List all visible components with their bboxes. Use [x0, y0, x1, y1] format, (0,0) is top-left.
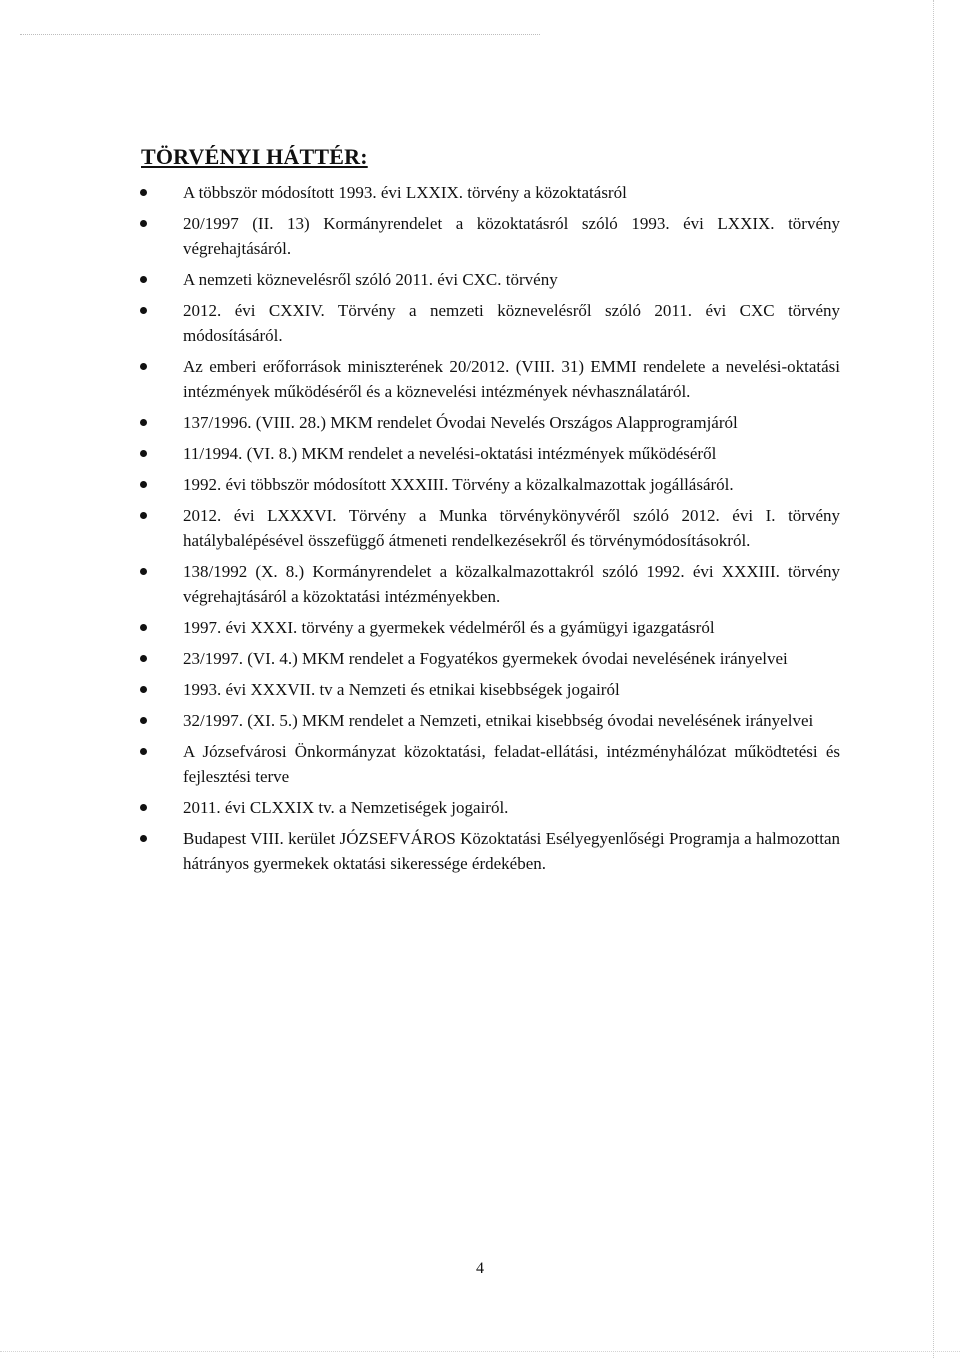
scan-edge-right — [933, 0, 934, 1358]
bullet-icon — [140, 568, 147, 575]
list-item-text: 32/1997. (XI. 5.) MKM rendelet a Nemzeti, etnikai kisebbség óvodai nevelésének irányelvei — [183, 711, 814, 730]
page-title: TÖRVÉNYI HÁTTÉR: — [141, 144, 368, 169]
bullet-icon — [140, 189, 147, 196]
list-item-text: 20/1997 (II. 13) Kormányrendelet a közoktatásról szóló 1993. évi LXXIX. törvény végrehajtásáról. — [183, 214, 840, 258]
list-item — [140, 615, 840, 640]
bullet-icon — [140, 450, 147, 457]
list-item — [140, 472, 840, 497]
list-item — [140, 646, 840, 671]
list-item — [140, 180, 840, 205]
bullet-icon — [140, 220, 147, 227]
legal-background-list — [140, 180, 840, 882]
scan-edge-bottom — [0, 1351, 960, 1352]
bullet-icon — [140, 717, 147, 724]
list-item-text: A Józsefvárosi Önkormányzat közoktatási, feladat-ellátási, intézményhálózat működtetési és fejlesztési terve — [183, 742, 840, 786]
bullet-icon — [140, 276, 147, 283]
bullet-icon — [140, 363, 147, 370]
list-item — [140, 441, 840, 466]
list-item-text: 2011. évi CLXXIX tv. a Nemzetiségek jogairól. — [183, 798, 509, 817]
list-item — [140, 795, 840, 820]
list-item-text: 23/1997. (VI. 4.) MKM rendelet a Fogyatékos gyermekek óvodai nevelésének irányelvei — [183, 649, 788, 668]
bullet-icon — [140, 835, 147, 842]
list-item-text: 11/1994. (VI. 8.) MKM rendelet a nevelési-oktatási intézmények működéséről — [183, 444, 717, 463]
list-item-text: A nemzeti köznevelésről szóló 2011. évi CXC. törvény — [183, 270, 558, 289]
list-item-text: 1992. évi többször módosított XXXIII. Törvény a közalkalmazottak jogállásáról. — [183, 475, 734, 494]
list-item-text: 137/1996. (VIII. 28.) MKM rendelet Óvodai Nevelés Országos Alapprogramjáról — [183, 413, 738, 432]
list-item-text: A többször módosított 1993. évi LXXIX. törvény a közoktatásról — [183, 183, 627, 202]
list-item-text: Budapest VIII. kerület JÓZSEFVÁROS Közoktatási Esélyegyenlőségi Programja a halmozottan hátrányos gyermekek oktatási sikeressége érdekében. — [183, 829, 840, 873]
bullet-icon — [140, 512, 147, 519]
bullet-icon — [140, 307, 147, 314]
list-item — [140, 267, 840, 292]
list-item — [140, 503, 840, 553]
list-item — [140, 559, 840, 609]
list-item — [140, 211, 840, 261]
list-item-text: 2012. évi CXXIV. Törvény a nemzeti köznevelésről szóló 2011. évi CXC törvény módosításáról. — [183, 301, 840, 345]
bullet-icon — [140, 748, 147, 755]
page-number: 4 — [476, 1260, 484, 1277]
list-item — [140, 677, 840, 702]
list-item — [140, 708, 840, 733]
list-item-text: Az emberi erőforrások miniszterének 20/2012. (VIII. 31) EMMI rendelete a nevelési-oktatási intézmények működéséről és a köznevelési intézmények névhasználatáról. — [183, 357, 840, 401]
bullet-icon — [140, 624, 147, 631]
list-item-text: 1997. évi XXXI. törvény a gyermekek védelméről és a gyámügyi igazgatásról — [183, 618, 715, 637]
scan-edge-top — [20, 34, 540, 35]
bullet-icon — [140, 655, 147, 662]
bullet-icon — [140, 419, 147, 426]
list-item-text: 2012. évi LXXXVI. Törvény a Munka törvénykönyvéről szóló 2012. évi I. törvény hatálybalépésével összefüggő átmeneti rendelkezésekről és törvénymódosításokról. — [183, 506, 840, 550]
list-item — [140, 298, 840, 348]
bullet-icon — [140, 804, 147, 811]
list-item-text: 138/1992 (X. 8.) Kormányrendelet a közalkalmazottakról szóló 1992. évi XXXIII. törvény végrehajtásáról a közoktatási intézményekben. — [183, 562, 840, 606]
list-item-text: 1993. évi XXXVII. tv a Nemzeti és etnikai kisebbségek jogairól — [183, 680, 620, 699]
list-item — [140, 354, 840, 404]
list-item — [140, 739, 840, 789]
list-item — [140, 410, 840, 435]
list-item — [140, 826, 840, 876]
bullet-icon — [140, 686, 147, 693]
bullet-icon — [140, 481, 147, 488]
